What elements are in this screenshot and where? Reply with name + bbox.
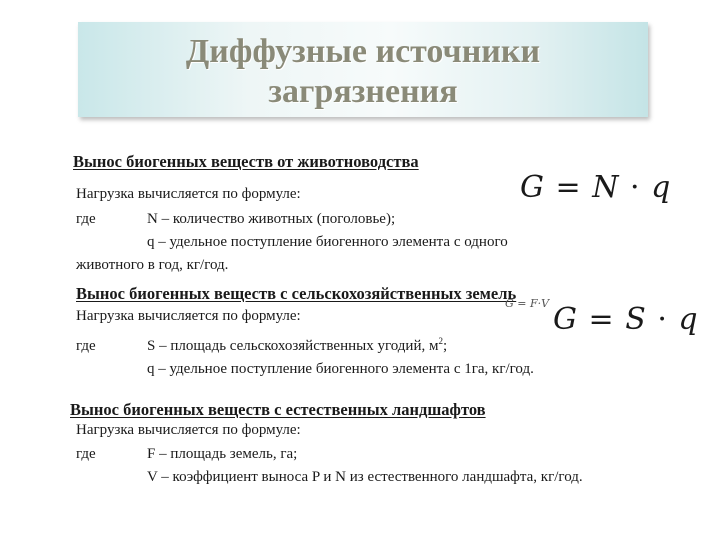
- slide-title-line2: загрязнения: [268, 73, 458, 110]
- section2-def1-end: ;: [442, 338, 448, 354]
- section2-def1: [147, 338, 447, 355]
- section2-def1-sup: 2: [438, 336, 443, 346]
- section1-where: где: [76, 211, 96, 227]
- formula-var-b: q: [651, 170, 672, 205]
- formula-lhs: G: [520, 170, 545, 205]
- formula-dot: ·: [657, 302, 668, 337]
- slide-title-line1: Диффузные источники: [185, 33, 541, 70]
- section2-formula: [553, 302, 699, 337]
- section2-def1-text: S – площадь сельскохозяйственных угодий, м: [147, 338, 439, 354]
- section3-where: где: [76, 446, 96, 462]
- section3-def2: V – коэффициент выноса P и N из естественного ландшафта, кг/год.: [147, 469, 583, 485]
- section1-def1: N – количество животных (поголовье);: [147, 211, 396, 227]
- section2-where: где: [76, 338, 96, 354]
- section1-formula: [520, 170, 671, 205]
- section1-heading: Вынос биогенных веществ от животноводства: [73, 152, 419, 171]
- formula-var-a: N: [592, 170, 620, 205]
- section2-overlap-formula: G = F·V: [505, 297, 550, 310]
- formula-dot: ·: [630, 170, 641, 205]
- formula-equals: =: [588, 302, 615, 337]
- section2-intro: Нагрузка вычисляется по формуле:: [76, 308, 301, 324]
- formula-lhs: G: [553, 302, 578, 337]
- formula-var-b: q: [678, 302, 699, 337]
- title-banner: [78, 22, 648, 117]
- section3-intro: Нагрузка вычисляется по формуле:: [76, 422, 301, 438]
- section1-intro: Нагрузка вычисляется по формуле:: [76, 186, 301, 202]
- section1-def2-line2: животного в год, кг/год.: [76, 257, 229, 273]
- section2-def2: q – удельное поступление биогенного элемента с 1га, кг/год.: [147, 361, 534, 377]
- formula-var-a: S: [625, 302, 647, 337]
- section2-heading: Вынос биогенных веществ с сельскохозяйственных земель: [76, 284, 517, 303]
- section3-def1: F – площадь земель, га;: [147, 446, 298, 462]
- formula-equals: =: [555, 170, 582, 205]
- section1-def2-line1: q – удельное поступление биогенного элемента с одного: [147, 234, 508, 250]
- section3-heading: Вынос биогенных веществ с естественных ландшафтов: [70, 400, 486, 419]
